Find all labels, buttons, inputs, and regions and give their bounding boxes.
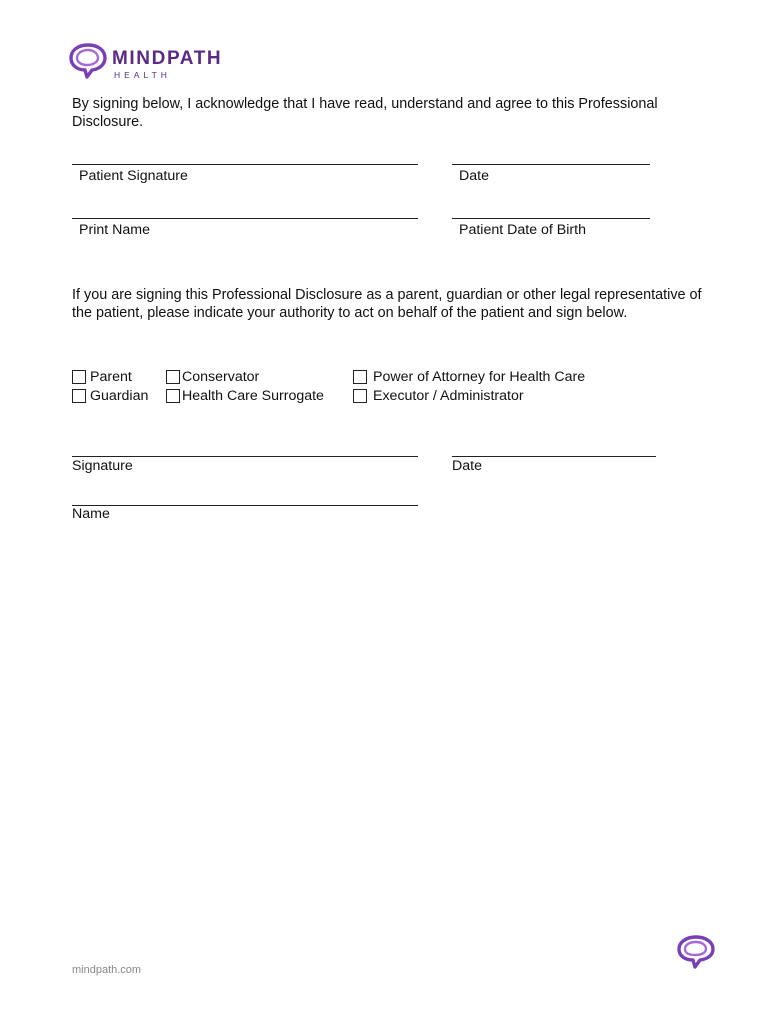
representative-name-label: Name (72, 506, 110, 522)
patient-date-label: Date (459, 168, 489, 184)
checkbox-parent[interactable] (72, 369, 132, 385)
patient-dob-line[interactable] (452, 218, 650, 219)
representative-date-line[interactable] (452, 456, 656, 457)
print-name-line[interactable] (72, 218, 418, 219)
checkbox-label: Guardian (90, 388, 149, 404)
checkbox-power-of-attorney[interactable] (353, 369, 585, 385)
mindpath-logo (68, 42, 258, 82)
representative-date-label: Date (452, 458, 482, 474)
checkbox-box[interactable] (166, 370, 180, 384)
patient-signature-line[interactable] (72, 164, 418, 165)
representative-signature-label: Signature (72, 458, 133, 474)
checkbox-conservator[interactable] (166, 369, 259, 385)
checkbox-executor-administrator[interactable] (353, 388, 524, 404)
brand-sub: HEALTH (114, 70, 171, 80)
checkbox-label: Health Care Surrogate (182, 388, 324, 404)
footer-url: mindpath.com (72, 964, 142, 976)
checkbox-box[interactable] (72, 370, 86, 384)
representative-name-line[interactable] (72, 505, 418, 506)
patient-dob-label: Patient Date of Birth (459, 222, 586, 238)
checkbox-guardian[interactable] (72, 388, 148, 404)
checkbox-box[interactable] (353, 389, 367, 403)
checkbox-box[interactable] (353, 370, 367, 384)
checkbox-label: Parent (90, 369, 132, 385)
checkbox-label: Power of Attorney for Health Care (373, 369, 586, 385)
patient-signature-label: Patient Signature (79, 168, 188, 184)
brand-name: MINDPATH (112, 48, 223, 69)
acknowledgement-text: By signing below, I acknowledge that I have read, understand and agree to this Professional Disclosure. (72, 96, 658, 130)
print-name-label: Print Name (79, 222, 150, 238)
checkbox-box[interactable] (72, 389, 86, 403)
footer-speech-bubble-icon (676, 934, 716, 970)
representative-text: If you are signing this Professional Disclosure as a parent, guardian or other legal representative of the patient, please indicate your authority to act on behalf of the patient and sign below. (72, 287, 702, 321)
checkbox-label: Conservator (182, 369, 260, 385)
checkbox-box[interactable] (166, 389, 180, 403)
representative-signature-line[interactable] (72, 456, 418, 457)
checkbox-health-care-surrogate[interactable] (166, 388, 324, 404)
patient-date-line[interactable] (452, 164, 650, 165)
checkbox-label: Executor / Administrator (373, 388, 524, 404)
speech-bubble-icon (68, 42, 108, 80)
